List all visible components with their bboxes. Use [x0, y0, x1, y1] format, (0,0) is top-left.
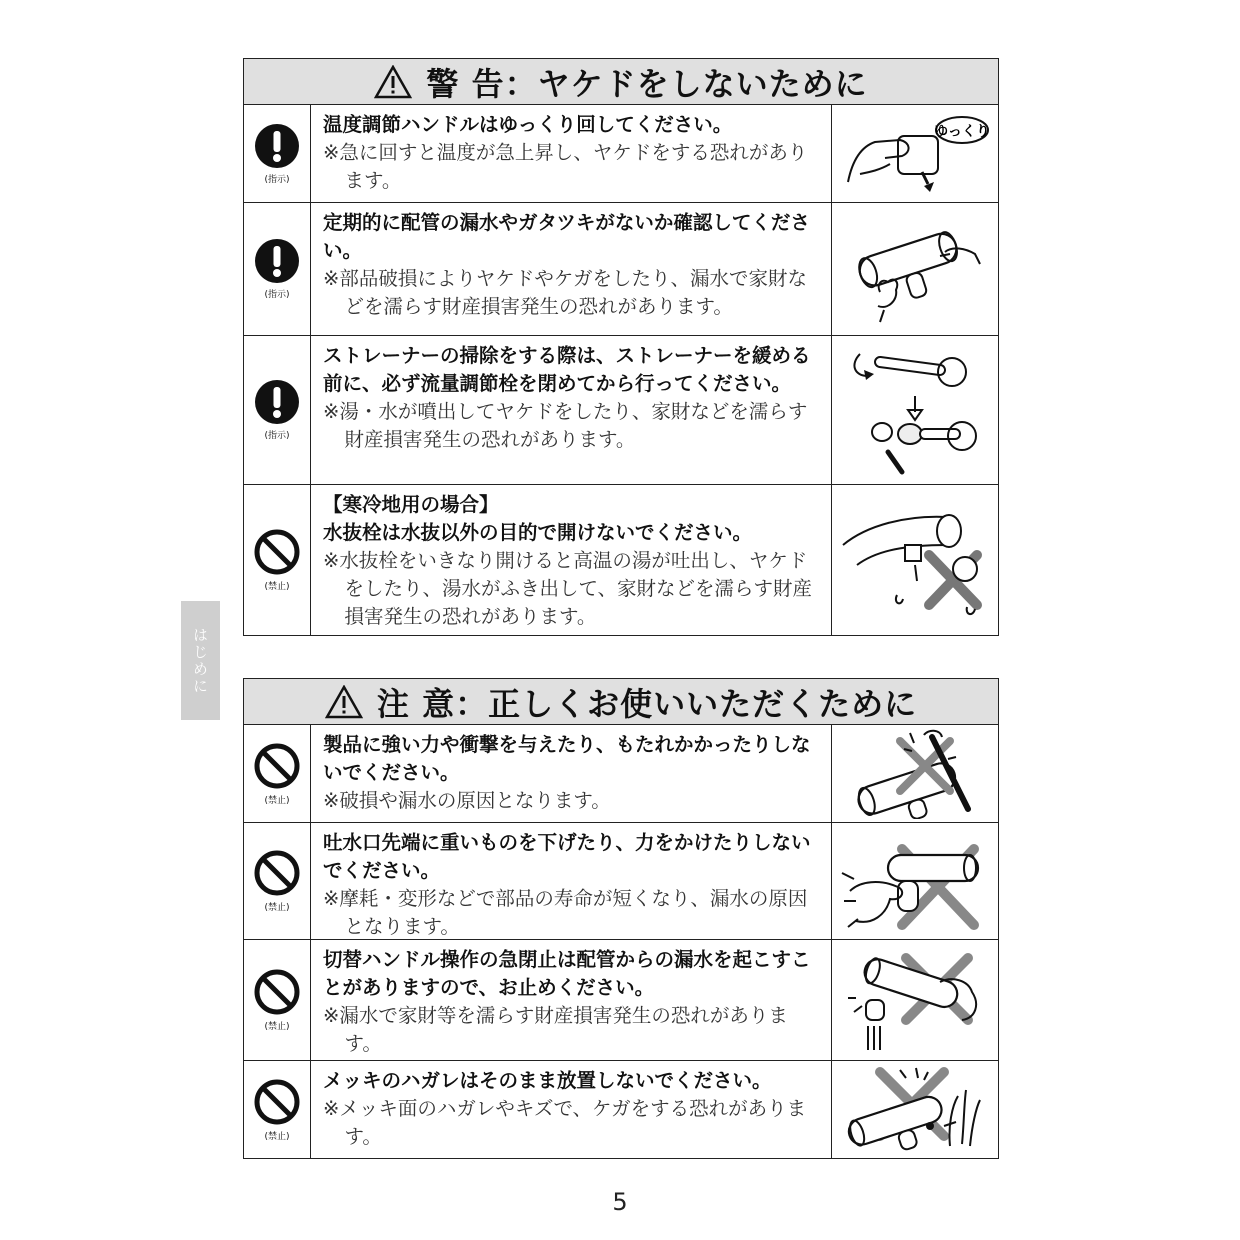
caution-row: [244, 940, 998, 1061]
caution-note-text: ※摩耗・変形などで部品の寿命が短くなり、漏水の原因となります。: [323, 887, 808, 938]
warning-row: [244, 336, 998, 485]
caution-note-text: ※漏水で家財等を濡らす財産損害発生の恐れがあります。: [323, 1004, 788, 1055]
caution-row: [244, 725, 998, 823]
caution-text: [311, 823, 832, 939]
icon-label: (指示): [264, 174, 290, 185]
prohibition-icon: [253, 849, 301, 897]
warning-main-text: 定期的に配管の漏水やガタツキがないか確認してください。: [323, 211, 810, 262]
prohibition-icon: [253, 1078, 301, 1126]
caution-note-text: ※破損や漏水の原因となります。: [323, 789, 611, 812]
check-pipe-illustration: [840, 214, 990, 324]
instruction-icon-cell: [244, 203, 311, 335]
plating-peel-illustration: [840, 1066, 990, 1154]
icon-label: (禁止): [264, 1131, 290, 1142]
warning-header: [244, 59, 998, 105]
picture-label: ゆっくり: [934, 123, 990, 140]
drain-valve-illustration: [837, 495, 993, 625]
prohibition-icon-cell: [244, 940, 311, 1060]
warning-row: [244, 203, 998, 336]
caution-triangle-icon: [325, 685, 363, 719]
caution-main-text: 切替ハンドル操作の急閉止は配管からの漏水を起こすことがありますので、お止めください。: [323, 948, 811, 999]
warning-text: [311, 203, 832, 335]
wrench-impact-illustration: [840, 729, 990, 819]
warning-note-text: ※部品破損によりヤケドやケガをしたり、漏水で家財などを濡らす財産損害発生の恐れがあります。: [323, 267, 807, 318]
turn-handle-slowly-illustration: [840, 112, 990, 196]
caution-text: [311, 1061, 832, 1158]
prohibition-icon: [253, 528, 301, 576]
caution-title: 注 意：正しくお使いいただくために: [376, 684, 918, 723]
icon-label: (禁止): [264, 795, 290, 806]
icon-label: (禁止): [264, 903, 290, 913]
caution-main-text: 吐水口先端に重いものを下げたり、力をかけたりしないでください。: [323, 831, 811, 882]
prohibition-icon: [253, 968, 301, 1016]
illustration-cell: [832, 1061, 998, 1158]
warning-text: [311, 485, 832, 635]
prohibition-icon-cell: [244, 823, 311, 939]
caution-text: [311, 725, 832, 822]
icon-label: (指示): [264, 431, 290, 441]
caution-main-text: メッキのハガレはそのまま放置しないでください。: [323, 1069, 772, 1092]
caution-section: [243, 678, 999, 1159]
warning-main-text: ストレーナーの掃除をする際は、ストレーナーを緩める前に、必ず流量調節栓を閉めてから行ってください。: [323, 344, 811, 395]
warning-note-text: ※水抜栓をいきなり開けると高温の湯が吐出し、ヤケドをしたり、湯水がふき出して、家財などを濡らす財産損害発生の恐れがあります。: [323, 549, 813, 628]
mandatory-action-icon: [254, 238, 300, 284]
warning-text: [311, 105, 832, 202]
caution-main-text: 製品に強い力や衝撃を与えたり、もたれかかったりしないでください。: [323, 733, 811, 784]
caution-note-text: ※メッキ面のハガレやキズで、ケガをする恐れがあります。: [323, 1097, 807, 1148]
caution-text: [311, 940, 832, 1060]
caution-header: [244, 679, 998, 725]
warning-section: [243, 58, 999, 636]
icon-label: (禁止): [264, 582, 290, 592]
warning-main-text: 温度調節ハンドルはゆっくり回してください。: [323, 113, 733, 136]
warning-note-text: ※急に回すと温度が急上昇し、ヤケドをする恐れがあります。: [323, 141, 808, 192]
icon-label: (禁止): [264, 1022, 290, 1032]
instruction-icon-cell: [244, 336, 311, 484]
illustration-cell: [832, 725, 998, 822]
caution-row: [244, 823, 998, 940]
prohibition-icon-cell: [244, 725, 311, 822]
page-number: 5: [612, 1188, 628, 1216]
mandatory-action-icon: [254, 123, 300, 169]
prohibition-icon-cell: [244, 1061, 311, 1158]
warning-row: [244, 485, 998, 635]
warning-note-text: ※湯・水が噴出してヤケドをしたり、家財などを濡らす財産損害発生の恐れがあります。: [323, 400, 808, 451]
illustration-cell: [832, 203, 998, 335]
illustration-cell: [832, 105, 998, 202]
illustration-cell: [832, 940, 998, 1060]
instruction-icon-cell: [244, 105, 311, 202]
section-side-tab: はじめに: [181, 601, 220, 720]
spout-load-illustration: [840, 829, 990, 933]
prohibition-icon-cell: [244, 485, 311, 635]
warning-row: [244, 105, 998, 203]
illustration-cell: [832, 336, 998, 484]
illustration-cell: [832, 485, 998, 635]
icon-label: (指示): [264, 290, 290, 300]
illustration-cell: [832, 823, 998, 939]
warning-text: [311, 336, 832, 484]
warning-triangle-icon: [374, 65, 412, 99]
sudden-close-illustration: [840, 946, 990, 1054]
warning-title: 警 告：ヤケドをしないために: [426, 64, 868, 103]
warning-main-text: 【寒冷地用の場合】 水抜栓は水抜以外の目的で開けないでください。: [323, 493, 753, 544]
caution-row: [244, 1061, 998, 1158]
strainer-cleaning-illustration: [840, 340, 990, 480]
mandatory-action-icon: [254, 379, 300, 425]
prohibition-icon: [253, 742, 301, 790]
